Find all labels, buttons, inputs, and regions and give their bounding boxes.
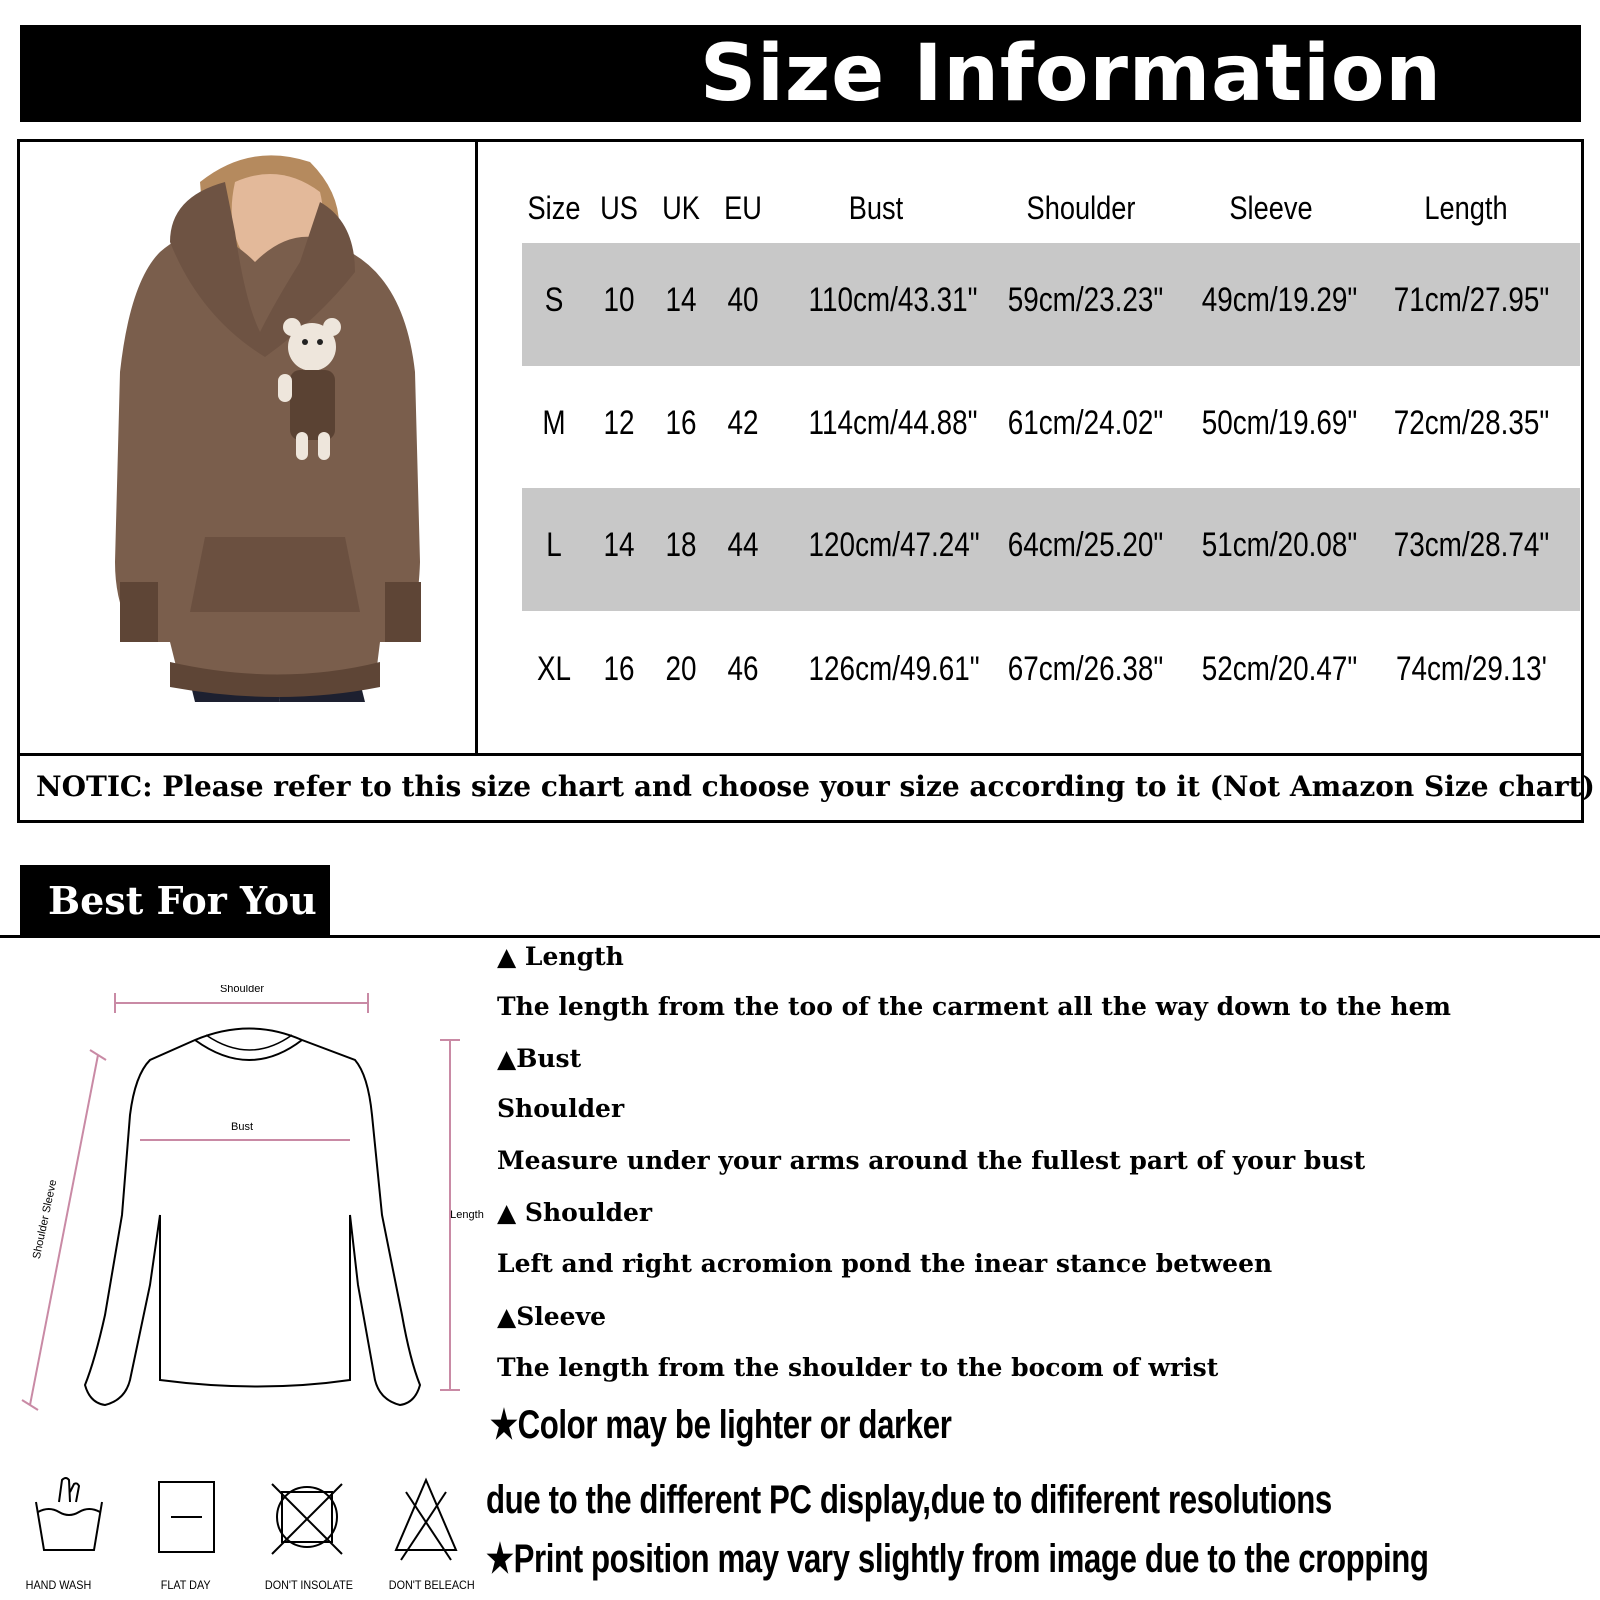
header-us: US	[600, 190, 638, 226]
cell-sleeve: 51cm/20.08"	[1201, 526, 1358, 564]
cell-sleeve: 49cm/19.29"	[1201, 281, 1358, 319]
cell-eu: 40	[727, 281, 759, 319]
sweater-diagram	[10, 985, 490, 1435]
cell-us: 16	[603, 650, 635, 688]
desc-sleeve-text: The length from the shoulder to the bocom of wrist	[497, 1353, 1219, 1382]
header-uk: UK	[662, 190, 700, 226]
dont-insolate-label: DON'T INSOLATE	[264, 1578, 353, 1592]
hand-wash-icon	[14, 1472, 124, 1592]
hand-wash-label: HAND WASH	[25, 1578, 92, 1592]
diagram-bust-label: Bust	[230, 1121, 254, 1133]
flat-dry-label: FLAT DAY	[160, 1578, 211, 1592]
cell-shoulder: 61cm/24.02"	[1007, 404, 1164, 442]
cell-bust: 126cm/49.61"	[808, 650, 980, 688]
cell-us: 12	[603, 404, 635, 442]
product-photo	[20, 142, 478, 753]
header-eu: EU	[724, 190, 762, 226]
desc-sleeve-heading: ▲Sleeve	[497, 1302, 607, 1331]
desc-bust-subheading: Shoulder	[497, 1094, 625, 1123]
cell-uk: 16	[665, 404, 697, 442]
cell-eu: 46	[727, 650, 759, 688]
cell-size: L	[546, 526, 562, 564]
dont-insolate-icon	[252, 1472, 362, 1592]
table-row	[522, 612, 1580, 735]
dont-bleach-icon	[376, 1472, 486, 1592]
header-size: Size	[527, 190, 581, 226]
cell-uk: 20	[665, 650, 697, 688]
cell-bust: 120cm/47.24"	[808, 526, 980, 564]
cell-length: 74cm/29.13'	[1395, 650, 1548, 688]
cell-shoulder: 59cm/23.23"	[1007, 281, 1164, 319]
size-table	[481, 142, 1581, 753]
cell-bust: 114cm/44.88"	[808, 404, 978, 442]
size-table-cell	[481, 142, 1581, 753]
cell-eu: 42	[727, 404, 759, 442]
diagram-shoulder-label: Shoulder	[219, 985, 265, 995]
cell-uk: 18	[665, 526, 697, 564]
title-bar	[20, 25, 1581, 122]
desc-bust-text: Measure under your arms around the fullest part of your bust	[497, 1146, 1366, 1175]
header-length: Length	[1424, 190, 1508, 226]
cell-size: XL	[536, 650, 572, 688]
table-row	[522, 243, 1580, 366]
note-color: ★Color may be lighter or darker	[490, 1403, 952, 1447]
cell-length: 71cm/27.95"	[1393, 281, 1550, 319]
section-divider	[0, 935, 1600, 938]
cell-us: 10	[603, 281, 635, 319]
desc-shoulder-heading: ▲ Shoulder	[497, 1198, 653, 1227]
diagram-sleeve-label: Shoulder Sleeve	[30, 1178, 60, 1261]
hoodie-photo	[20, 142, 478, 753]
cell-shoulder: 64cm/25.20"	[1007, 526, 1164, 564]
size-chart	[17, 139, 1595, 823]
desc-length-heading: ▲ Length	[497, 942, 624, 971]
cell-bust: 110cm/43.31"	[808, 281, 978, 319]
note-print-position: ★Print position may vary slightly from image due to the cropping	[486, 1537, 1429, 1581]
header-sleeve: Sleeve	[1229, 190, 1313, 226]
notice-text: NOTIC: Please refer to this size chart and choose your size according to it (Not Amazon Size chart)	[36, 770, 1595, 803]
cell-sleeve: 52cm/20.47"	[1201, 650, 1358, 688]
cell-size: S	[544, 281, 564, 319]
header-shoulder: Shoulder	[1026, 190, 1136, 226]
cell-uk: 14	[665, 281, 697, 319]
measurement-diagram	[10, 985, 490, 1435]
cell-sleeve: 50cm/19.69"	[1201, 404, 1358, 442]
cell-eu: 44	[727, 526, 759, 564]
header-bust: Bust	[848, 190, 904, 226]
flat-dry-icon	[134, 1472, 244, 1592]
table-row	[522, 366, 1580, 489]
cell-length: 73cm/28.74"	[1393, 526, 1550, 564]
desc-length-text: The length from the too of the carment all the way down to the hem	[497, 992, 1451, 1021]
note-display: due to the different PC display,due to dififerent resolutions	[486, 1478, 1332, 1522]
cell-length: 72cm/28.35"	[1393, 404, 1550, 442]
desc-shoulder-text: Left and right acromion pond the inear stance between	[497, 1249, 1273, 1278]
diagram-length-label: Length	[450, 1209, 484, 1221]
table-row	[522, 488, 1580, 611]
cell-shoulder: 67cm/26.38"	[1007, 650, 1164, 688]
desc-bust-heading: ▲Bust	[497, 1044, 582, 1073]
cell-us: 14	[603, 526, 635, 564]
best-for-you-label: Best For You	[48, 878, 317, 923]
notice-row	[20, 753, 1595, 820]
cell-size: M	[542, 404, 566, 442]
best-for-you-tab	[20, 865, 330, 937]
dont-bleach-label: DON'T BELEACH	[388, 1578, 475, 1592]
page-title: Size Information	[700, 29, 1442, 119]
